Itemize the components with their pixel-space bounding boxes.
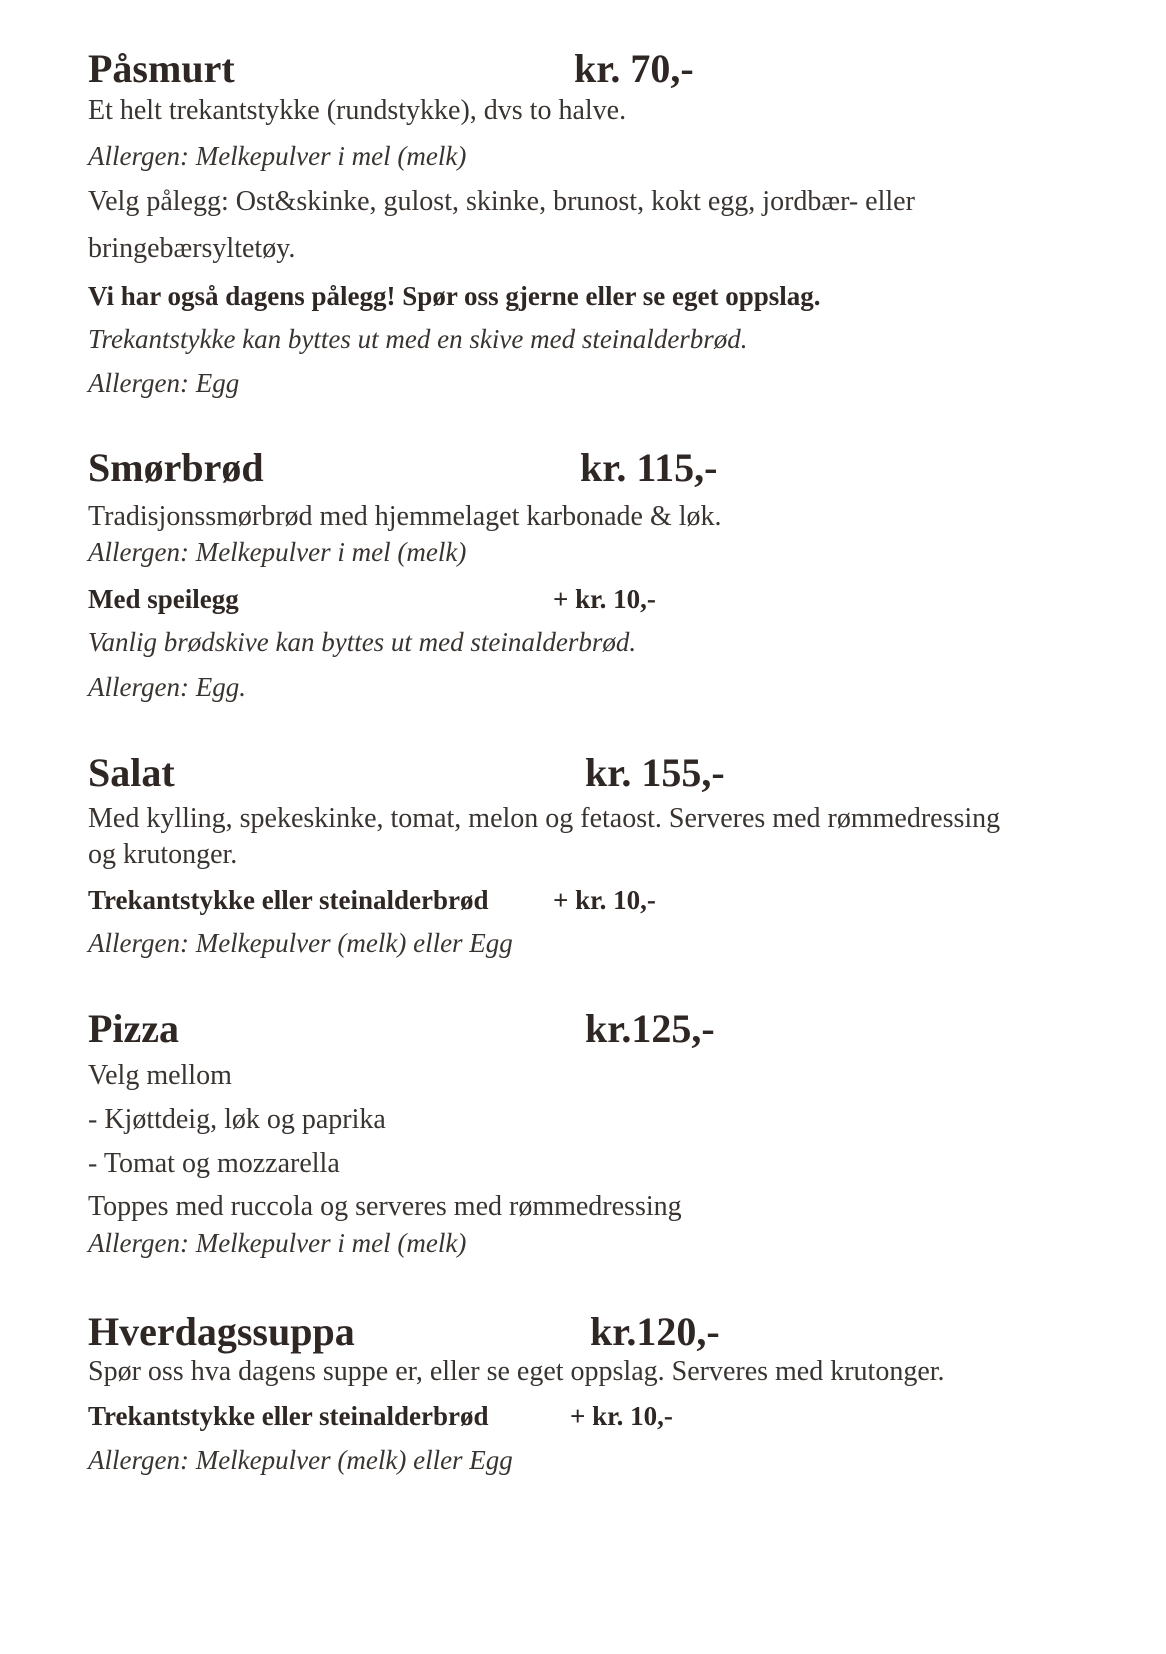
section-description: Et helt trekantstykke (rundstykke), dvs to halve. (88, 95, 627, 126)
toppings-text: Velg pålegg: Ost&skinke, gulost, skinke, brunost, kokt egg, jordbær- eller (88, 186, 915, 217)
section-title: Smørbrød (88, 445, 264, 490)
addon-label: Med speilegg (88, 584, 239, 614)
section-title: Hverdagssuppa (88, 1309, 355, 1354)
swap-note: Trekantstykke kan byttes ut med en skive med steinalderbrød. (88, 324, 748, 354)
allergen-note: Allergen: Egg. (88, 672, 246, 702)
daily-topping-note: Vi har også dagens pålegg! Spør oss gjerne eller se eget oppslag. (88, 281, 821, 311)
pizza-option: - Tomat og mozzarella (88, 1148, 340, 1179)
addon-price: + kr. 10,- (553, 885, 656, 915)
section-price: kr. 70,- (574, 46, 694, 91)
pizza-option: - Kjøttdeig, løk og paprika (88, 1104, 386, 1135)
section-price: kr. 155,- (585, 750, 725, 795)
addon-label: Trekantstykke eller steinalderbrød (88, 1401, 489, 1431)
section-description: Tradisjonssmørbrød med hjemmelaget karbonade & løk. (88, 501, 722, 532)
allergen-note: Allergen: Melkepulver i mel (melk) (88, 141, 467, 171)
toppings-text-continued: bringebærsyltetøy. (88, 233, 296, 264)
section-price: kr.125,- (585, 1006, 715, 1051)
allergen-note: Allergen: Melkepulver i mel (melk) (88, 1228, 467, 1258)
addon-price: + kr. 10,- (570, 1401, 673, 1431)
choose-label: Velg mellom (88, 1060, 232, 1091)
allergen-note: Allergen: Melkepulver (melk) eller Egg (88, 1445, 513, 1475)
swap-note: Vanlig brødskive kan byttes ut med steinalderbrød. (88, 627, 637, 657)
section-description: Spør oss hva dagens suppe er, eller se eget oppslag. Serveres med krutonger. (88, 1356, 945, 1387)
section-title: Salat (88, 750, 175, 795)
section-price: kr. 115,- (580, 445, 718, 490)
allergen-note: Allergen: Melkepulver (melk) eller Egg (88, 928, 513, 958)
serving-note: Toppes med ruccola og serveres med rømmedressing (88, 1191, 682, 1222)
section-description: Med kylling, spekeskinke, tomat, melon og fetaost. Serveres med rømmedressing (88, 803, 1001, 834)
addon-label: Trekantstykke eller steinalderbrød (88, 885, 489, 915)
section-description-continued: og krutonger. (88, 839, 238, 870)
allergen-note: Allergen: Egg (88, 368, 240, 398)
section-title: Pizza (88, 1006, 180, 1051)
allergen-note: Allergen: Melkepulver i mel (melk) (88, 537, 467, 567)
addon-price: + kr. 10,- (553, 584, 656, 614)
section-price: kr.120,- (590, 1309, 720, 1354)
section-title: Påsmurt (88, 46, 235, 91)
